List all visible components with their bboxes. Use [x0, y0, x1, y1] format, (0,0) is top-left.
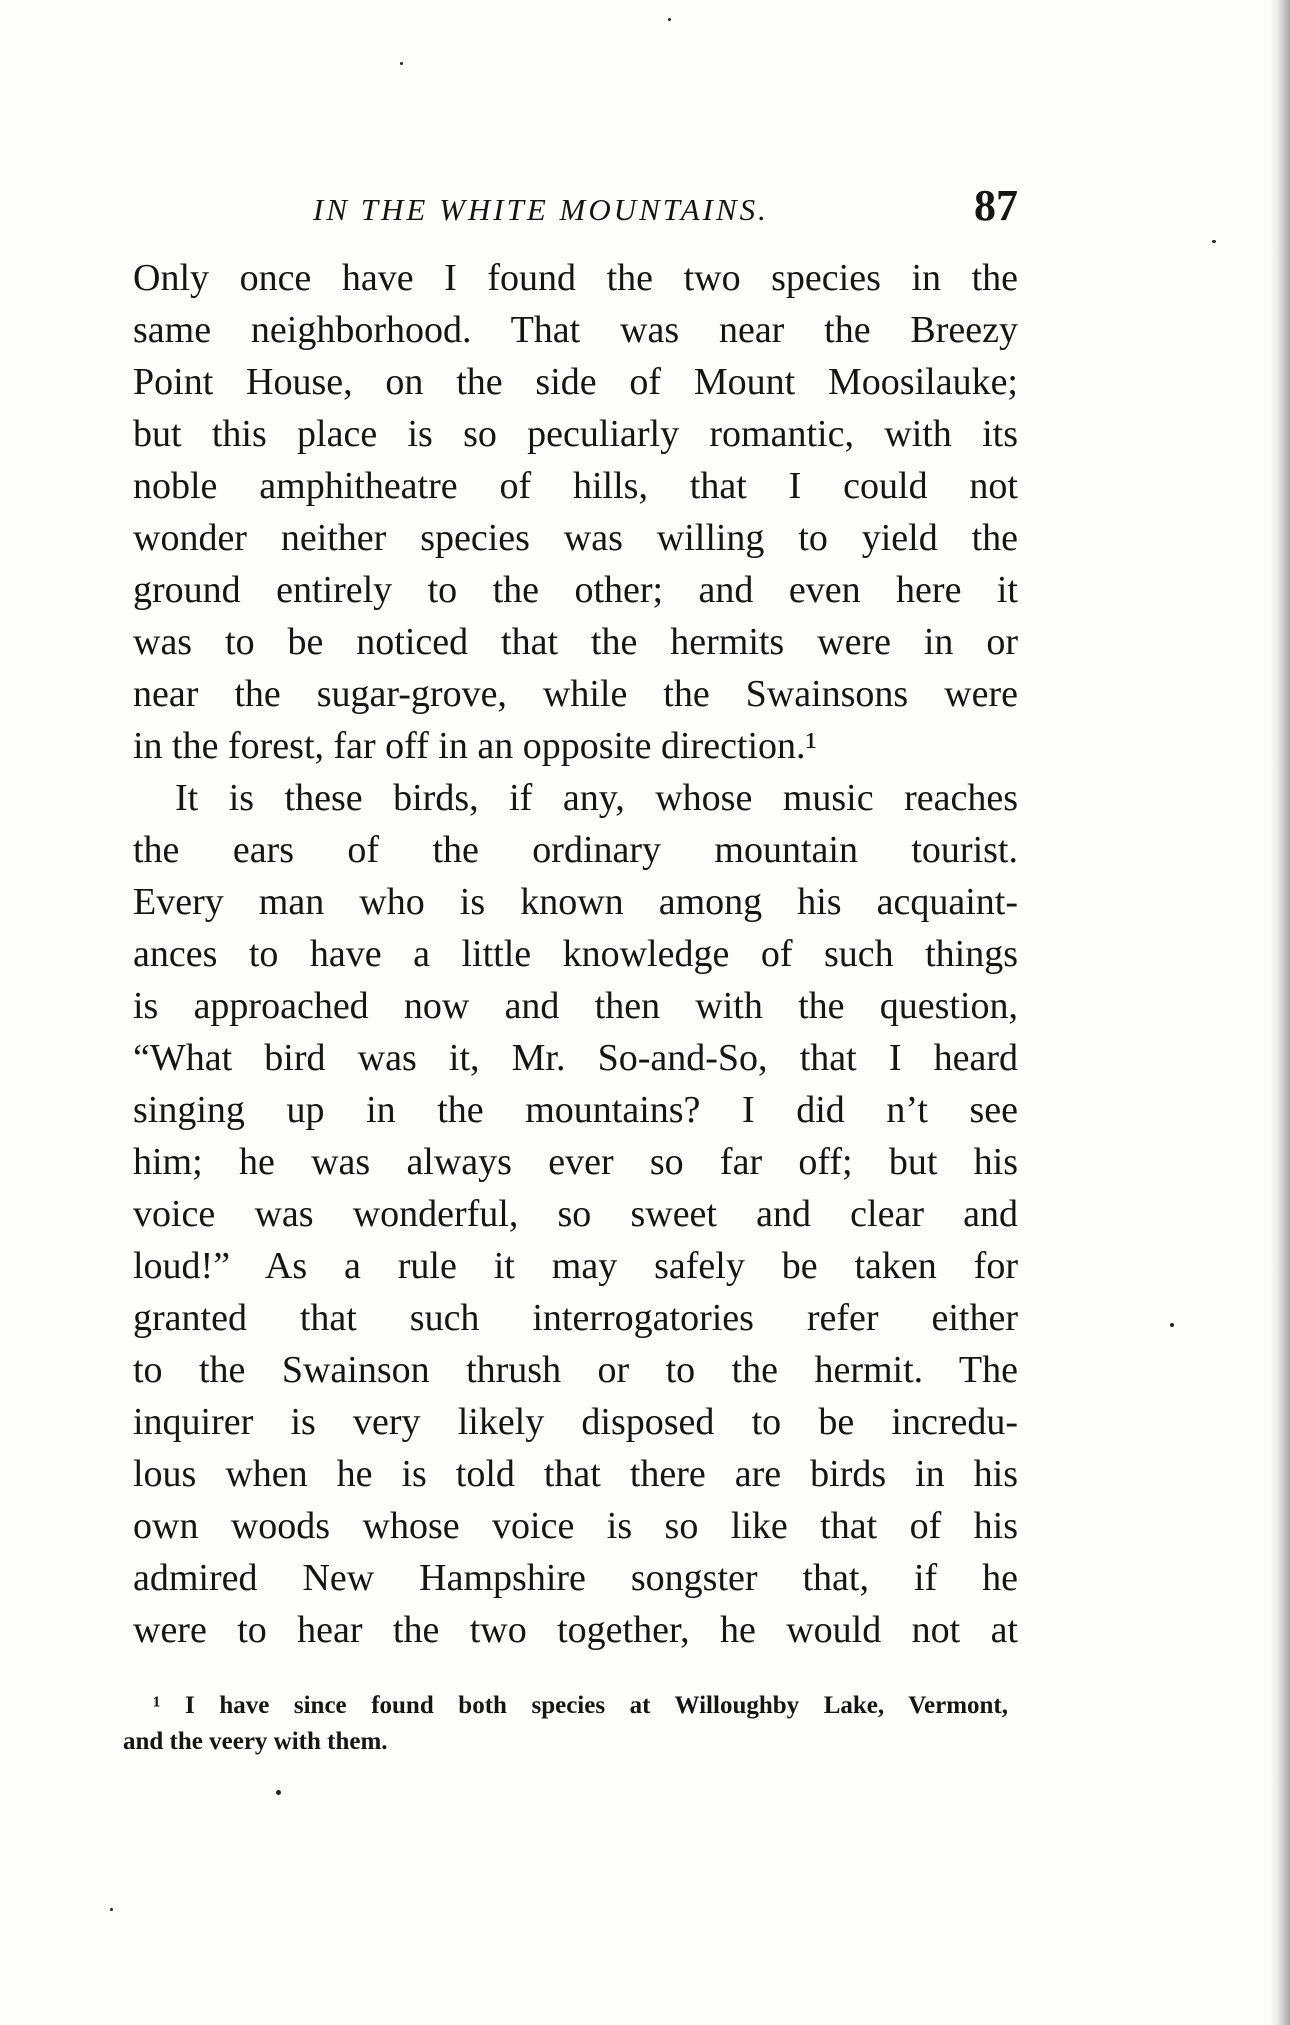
text-line: is approached now and then with the question, — [133, 985, 1018, 1027]
ink-speck — [1212, 240, 1216, 243]
footnote-line: ¹ I have since found both species at Willoughby Lake, Vermont, — [153, 1692, 1008, 1719]
text-line: in the forest, far off in an opposite direction.¹ — [133, 725, 817, 767]
footnote-line: and the veery with them. — [123, 1728, 388, 1755]
text-line: ground entirely to the other; and even here it — [133, 569, 1018, 611]
running-title: IN THE WHITE MOUNTAINS. — [313, 192, 769, 227]
text-line: lous when he is told that there are birds in his — [133, 1453, 1018, 1495]
text-line: wonder neither species was willing to yield the — [133, 517, 1018, 559]
text-line: the ears of the ordinary mountain tourist. — [133, 829, 1018, 871]
ink-speck — [110, 1908, 113, 1911]
text-line: was to be noticed that the hermits were in or — [133, 621, 1018, 663]
text-line: Only once have I found the two species in the — [133, 257, 1018, 299]
text-line: ances to have a little knowledge of such things — [133, 933, 1018, 975]
text-line: but this place is so peculiarly romantic, with its — [133, 413, 1018, 455]
text-line: voice was wonderful, so sweet and clear and — [133, 1193, 1018, 1235]
ink-speck — [400, 62, 403, 65]
ink-speck — [668, 18, 671, 21]
text-line: inquirer is very likely disposed to be incredu- — [133, 1401, 1018, 1443]
text-line: “What bird was it, Mr. So-and-So, that I heard — [133, 1037, 1018, 1079]
text-line: It is these birds, if any, whose music reaches — [175, 777, 1018, 819]
page-number: 87 — [974, 181, 1018, 230]
text-line: admired New Hampshire songster that, if he — [133, 1557, 1018, 1599]
ink-speck — [1170, 1323, 1174, 1327]
text-line: noble amphitheatre of hills, that I could not — [133, 465, 1018, 507]
footnote — [123, 1688, 1008, 1760]
text-line: granted that such interrogatories refer either — [133, 1297, 1018, 1339]
text-line: near the sugar-grove, while the Swainsons were — [133, 673, 1018, 715]
body-text — [133, 252, 1018, 1656]
text-line: were to hear the two together, he would not at — [133, 1609, 1018, 1651]
text-line: same neighborhood. That was near the Breezy — [133, 309, 1018, 351]
text-line: to the Swainson thrush or to the hermit. The — [133, 1349, 1018, 1391]
text-line: loud!” As a rule it may safely be taken for — [133, 1245, 1018, 1287]
text-line: own woods whose voice is so like that of his — [133, 1505, 1018, 1547]
ink-speck — [276, 1790, 281, 1795]
page-spine-shadow — [1270, 0, 1290, 2025]
text-line: Point House, on the side of Mount Moosilauke; — [133, 361, 1018, 403]
text-line: him; he was always ever so far off; but his — [133, 1141, 1018, 1183]
page-header — [133, 178, 1018, 238]
text-line: singing up in the mountains? I did n’t see — [133, 1089, 1018, 1131]
text-line: Every man who is known among his acquaint- — [133, 881, 1018, 923]
